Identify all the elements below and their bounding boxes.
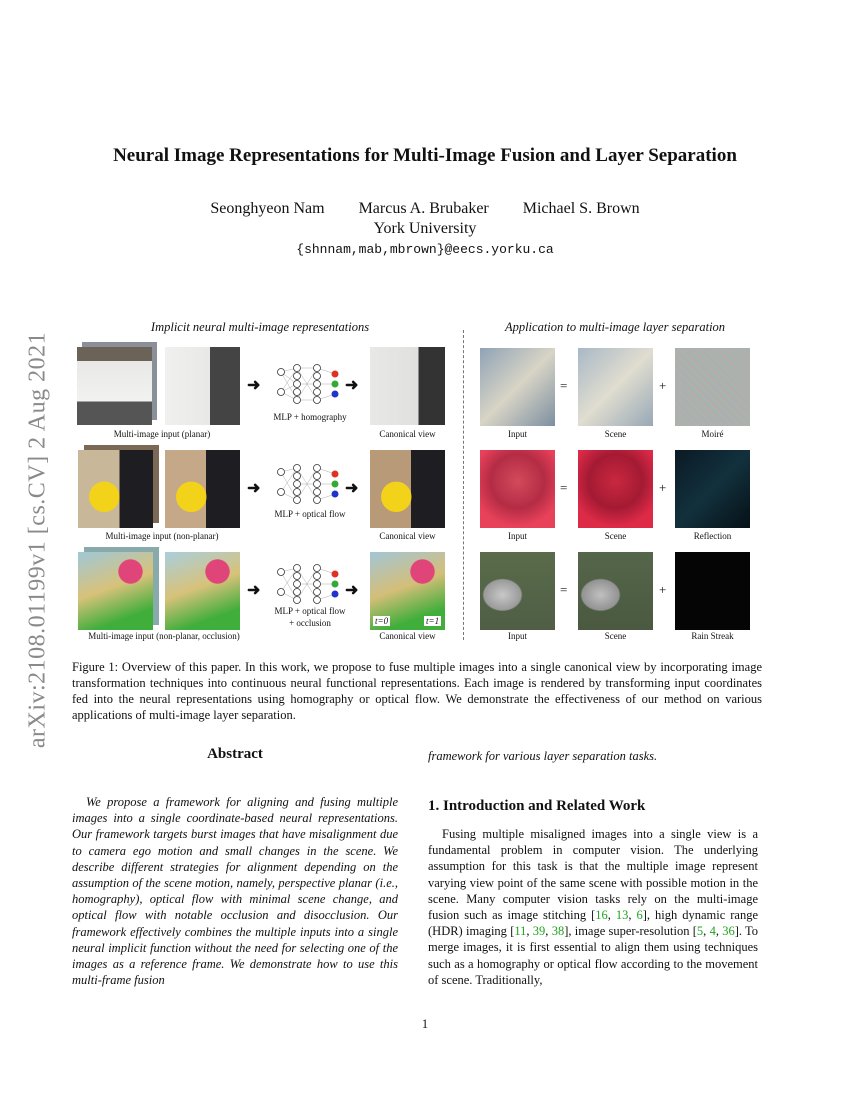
caption-sep-scene: Scene: [604, 429, 627, 439]
figure-left-heading: Implicit neural multi-image representations: [150, 320, 370, 334]
caption-sep-scene: Scene: [604, 631, 627, 641]
author-list: [0, 200, 850, 218]
page-number: 1: [421, 1017, 429, 1031]
figure-right-heading: Application to multi-image layer separation: [504, 320, 726, 334]
input-image-nonplanar-2: [165, 450, 240, 528]
caption-input-occlusion: Multi-image input (non-planar, occlusion): [88, 631, 240, 641]
sep-scene-reflection: [578, 450, 653, 528]
sep-scene-rain: [578, 552, 653, 630]
mlp-network-icon: [273, 562, 345, 606]
intro-text: ]. To merge images, it is first essential to align them using techniques such as a homography or optical flow according to the movement of scene. Traditionally,: [428, 924, 759, 987]
caption-input-planar: Multi-image input (planar): [113, 429, 211, 439]
arxiv-stamp: [18, 300, 58, 780]
citation-link[interactable]: 39: [532, 924, 546, 939]
arrow-right-icon: ➜: [345, 377, 359, 394]
plus-sign: +: [659, 480, 667, 495]
input-image-planar: [77, 347, 152, 425]
introduction-body: Fusing multiple misaligned images into a single view is a fundamental problem in computer vision. The underlying assumption for this task is that the multiple image represent varying view point of the same scene with possible motion in the scene. Many computer vision tasks rely on the multi-image fusion such as image stitching [16, 13, 6], high dynamic range (HDR) imaging [11, 39, 38], image super-resolution [5, 4, 36]. To merge images, it is first essential to align them using techniques such as a homography or optical flow according to the movement of scene. Traditionally,: [428, 827, 759, 987]
equals-sign: =: [560, 378, 568, 393]
mlp-network-icon: [273, 362, 345, 406]
plus-sign: +: [659, 378, 667, 393]
caption-mlp-optical-flow: MLP + optical flow: [274, 606, 346, 616]
canonical-view-planar: [370, 347, 445, 425]
figure-divider: [463, 330, 464, 640]
arxiv-stamp-text: arXiv:2108.01199v1 [cs.CV] 2 Aug 2021: [24, 331, 51, 749]
caption-sep-input: Input: [508, 531, 527, 541]
author-email: {shnnam,mab,mbrown}@eecs.yorku.ca: [296, 242, 554, 257]
mlp-network-icon: [273, 462, 345, 506]
citation-link[interactable]: 11: [514, 924, 527, 939]
caption-mlp-optical-flow: MLP + optical flow: [274, 509, 346, 519]
arrow-right-icon: ➜: [345, 582, 359, 599]
caption-sep-reflection: Reflection: [693, 531, 732, 541]
plus-sign: +: [659, 582, 667, 597]
caption-sep-rain: Rain Streak: [691, 631, 734, 641]
citation-link[interactable]: 16: [595, 908, 608, 923]
equals-sign: =: [560, 480, 568, 495]
citation-link[interactable]: 36: [722, 924, 735, 939]
section-heading-introduction: 1. Introduction and Related Work: [428, 798, 646, 814]
caption-sep-input: Input: [508, 429, 527, 439]
input-image-occlusion: [78, 552, 153, 630]
citation-link[interactable]: 38: [551, 924, 565, 939]
caption-mlp-homography: MLP + homography: [273, 412, 347, 422]
sep-input-reflection: [480, 450, 555, 528]
abstract-continued: framework for various layer separation tasks.: [428, 749, 658, 763]
arrow-right-icon: ➜: [247, 480, 261, 497]
input-image-planar-2: [165, 347, 240, 425]
citation-link[interactable]: 6: [636, 908, 643, 923]
input-image-occlusion-2: [165, 552, 240, 630]
abstract-body: We propose a framework for aligning and fusing multiple images into a single coordinate-based neural representations. Our framework targets burst images that have misalignment due to camera ego motion and small changes in the scene. We describe different strategies for alignment depending on the assumption of the scene motion, namely, perspective planar (i.e., homography), optical flow with minimal scene change, and optical flow with notable occlusion and disocclusion. Our framework effectively combines the multiple inputs into a single neural implicit function without the need for selecting one of the images as a reference frame. We demonstrate how to use this multi-frame fusion: [72, 795, 398, 988]
caption-canonical-view: Canonical view: [379, 631, 436, 641]
caption-sep-input: Input: [508, 631, 527, 641]
figure-caption: Figure 1: Overview of this paper. In this work, we propose to fuse multiple images into a single canonical view by incorporating image transformation techniques into continuous neural functional representations. Each image is rendered by transforming input coordinates fed into the neural representations using homography or optical flow. We demonstrate the effectiveness of our method on various applications of multi-image layer separation.: [72, 660, 762, 722]
caption-sep-moire: Moiré: [701, 429, 724, 439]
caption-input-nonplanar: Multi-image input (non-planar): [105, 531, 219, 541]
sep-input-moire: [480, 348, 555, 426]
author-2: Marcus A. Brubaker: [358, 200, 489, 217]
paper-title: Neural Image Representations for Multi-Image Fusion and Layer Separation: [113, 145, 737, 166]
citation-link[interactable]: 13: [615, 908, 629, 923]
caption-mlp-occlusion: + occlusion: [289, 618, 331, 628]
sep-scene-moire: [578, 348, 653, 426]
intro-text: ], image super-resolution [: [564, 924, 697, 939]
affiliation: York University: [373, 220, 477, 237]
intro-text: ], high dynamic range (HDR) imaging [: [428, 908, 758, 939]
caption-sep-scene: Scene: [604, 531, 627, 541]
caption-canonical-view: Canonical view: [379, 531, 436, 541]
intro-text: Fusing multiple misaligned images into a single view is a fundamental problem in computer vision. The underlying assumption for this task is that the multiple image represent varying view point of the same scene with possible motion in the scene. Many computer vision tasks rely on the multi-image fusion such as image stitching [: [428, 827, 758, 923]
sep-layer-rain: [675, 552, 750, 630]
sep-input-rain: [480, 552, 555, 630]
abstract-heading: Abstract: [207, 746, 263, 762]
citation-link[interactable]: 5: [696, 924, 704, 939]
author-3: Michael S. Brown: [522, 200, 640, 217]
input-image-nonplanar: [78, 450, 153, 528]
caption-canonical-view: Canonical view: [379, 429, 436, 439]
citation-link[interactable]: 4: [709, 924, 716, 939]
sep-layer-moire: [675, 348, 750, 426]
arrow-right-icon: ➜: [247, 582, 261, 599]
author-1: Seonghyeon Nam: [210, 200, 325, 217]
canonical-view-nonplanar: [370, 450, 445, 528]
sep-layer-reflection: [675, 450, 750, 528]
equals-sign: =: [560, 582, 568, 597]
arrow-right-icon: ➜: [247, 377, 261, 394]
time-label-t0: t=0: [375, 616, 389, 626]
canonical-view-occlusion: [370, 552, 445, 630]
arrow-right-icon: ➜: [345, 480, 359, 497]
time-label-t1: t=1: [426, 616, 440, 626]
